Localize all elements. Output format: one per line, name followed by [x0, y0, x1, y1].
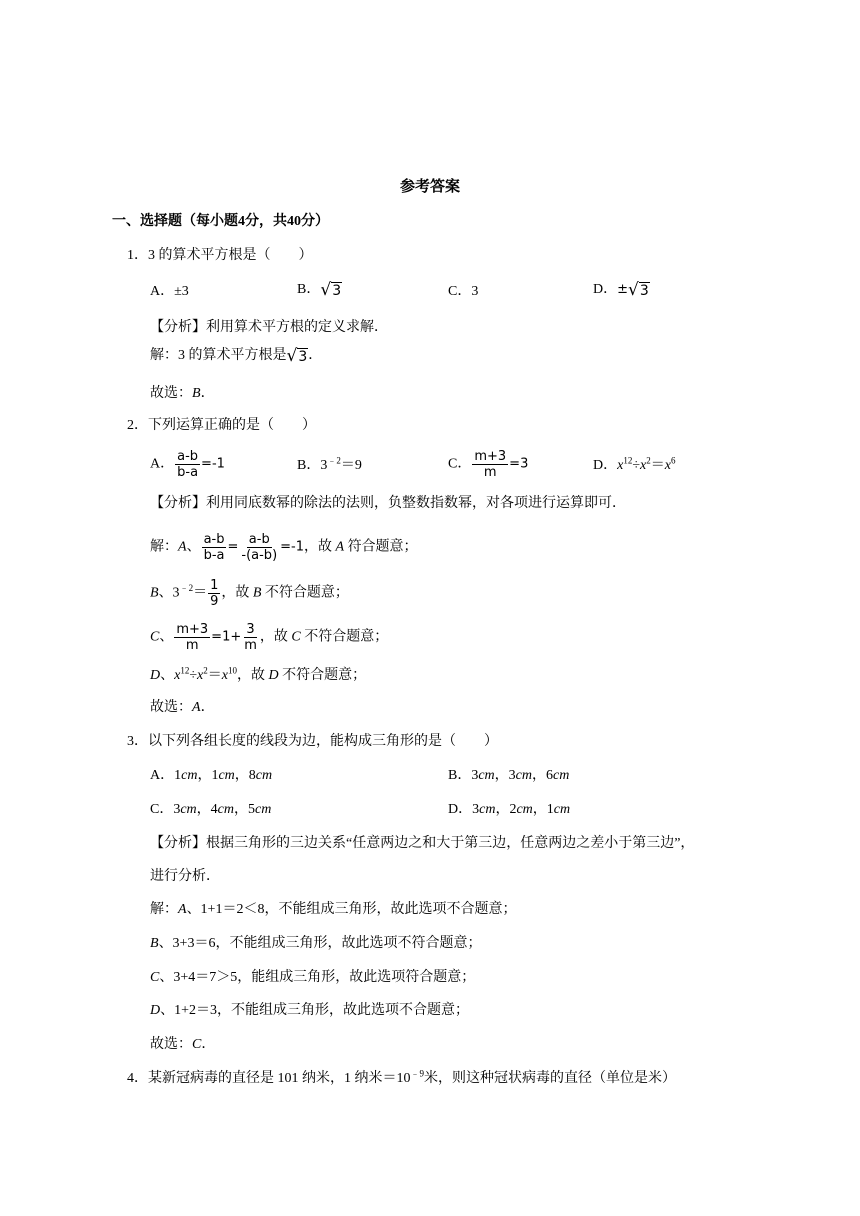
q2-solution-a-numerator-1: a-b — [203, 532, 225, 547]
q2-solution-a-fraction-2 — [239, 532, 279, 563]
q3-answer-label: 故选： — [150, 1037, 192, 1052]
q2-solution-a-text-2: 符合题意； — [344, 539, 418, 555]
q2-option-a-rhs: =-1 — [201, 456, 225, 472]
q2-solution-c-text-1: ，故 — [259, 629, 292, 645]
q3-option-b-text-3: ，6 — [532, 768, 553, 783]
q1-option-d-label: D． — [593, 282, 618, 297]
q2-answer — [150, 698, 215, 718]
q2-solution-d-text-1: ，故 — [236, 668, 269, 683]
q2-solution-a-text-1: ，故 — [304, 539, 336, 555]
q2-solution-c-mid: =1+ — [211, 629, 242, 645]
q2-solution-d-sep: 、 — [160, 668, 175, 683]
q3-solution-b — [150, 934, 481, 954]
q2-solution-a-rhs: =-1 — [280, 539, 304, 555]
q3-solution-c — [150, 968, 475, 988]
q2-solution-b — [150, 578, 349, 609]
q1-answer — [150, 384, 215, 404]
q2-solution-d — [150, 666, 366, 686]
q3-option-b-text-2: ，3 — [494, 768, 516, 783]
q2-solution-a-denominator-1: b-a — [203, 548, 225, 563]
q2-solution-b-denominator: 9 — [210, 594, 219, 609]
q2-solution-c-denominator-2: m — [244, 638, 257, 653]
q3-option-a-text-3: ，8 — [234, 768, 256, 783]
q3-solution-a — [150, 900, 516, 920]
q1-option-c: C．3 — [448, 284, 479, 299]
q1-option-d — [593, 280, 650, 300]
q3-option-d-unit-1: cm — [479, 802, 496, 817]
q2-solution-d-equals: ＝ — [207, 668, 222, 683]
q1-option-b — [297, 280, 342, 300]
q3-option-b-unit-1: cm — [478, 768, 495, 783]
q2-solution-c-letter: C — [150, 629, 160, 645]
q2-option-c-denominator: m — [483, 465, 497, 480]
q2-solution-d-letter-2: D — [268, 668, 279, 683]
q1-answer-label: 故选： — [150, 386, 192, 401]
q3-option-d-unit-3: cm — [553, 802, 571, 817]
page-title: 参考答案 — [399, 179, 460, 195]
q2-answer-suffix: ． — [200, 700, 215, 715]
q3-option-c-text-1: C．3 — [150, 802, 181, 817]
q2-solution-b-equals: ＝ — [193, 585, 208, 601]
q1-solution-radicand: 3 — [298, 348, 308, 365]
q2-solution-a-denominator-2: -(a-b) — [241, 548, 278, 563]
q3-analysis-line-1: 【分析】根据三角形的三边关系“任意两边之和大于第三边，任意两边之差小于第三边”， — [150, 836, 695, 851]
q3-option-a — [150, 766, 272, 786]
q2-solution-b-exponent: ﹣2 — [179, 583, 194, 594]
q2-solution-d-exp-3: 10 — [227, 665, 237, 676]
q3-option-c — [150, 800, 271, 820]
q3-option-d-text-3: ，1 — [532, 802, 554, 817]
q2-solution-c — [150, 622, 388, 653]
q2-option-a — [150, 449, 225, 480]
q2-solution-d-exp-2: 2 — [203, 665, 208, 676]
q2-answer-label: 故选： — [150, 700, 192, 715]
q2-solution-d-base-1: x — [174, 668, 181, 683]
section-heading: 一、选择题（每小题4分，共40分） — [112, 214, 329, 229]
q2-option-c-numerator: m+3 — [474, 449, 507, 464]
q4-stem-part-2: 米，则这种冠状病毒的直径（单位是米） — [424, 1071, 677, 1086]
q2-solution-b-text-2: 不符合题意； — [261, 585, 349, 601]
q3-answer — [150, 1035, 215, 1055]
q3-analysis-line-2: 进行分析． — [150, 869, 220, 884]
q1-solution-suffix: ． — [308, 348, 323, 363]
q2-option-d-base-3: x — [664, 458, 671, 473]
q1-answer-suffix: ． — [200, 386, 215, 401]
q2-option-d-divide: ÷ — [632, 458, 641, 473]
q1-option-b-radicand: 3 — [332, 282, 342, 299]
q2-solution-b-text-1: ，故 — [221, 585, 253, 601]
q2-option-d — [593, 456, 675, 476]
q3-solution-a-prefix: 解： — [150, 902, 178, 917]
q1-option-a: A．±3 — [150, 284, 189, 299]
q2-solution-b-text: 、3 — [158, 585, 180, 601]
q2-option-b — [297, 456, 362, 476]
q3-solution-b-text: 、3+3＝6，不能组成三角形，故此选项不符合题意； — [158, 936, 482, 951]
q3-solution-a-text: 、1+1＝2＜8，不能组成三角形，故此选项不合题意； — [186, 902, 517, 917]
q2-option-d-exp-3: 6 — [670, 455, 676, 466]
q1-option-b-sqrt: √ 3 — [320, 279, 342, 300]
q1-option-d-radicand: 3 — [639, 282, 649, 299]
q2-solution-d-base-3: x — [221, 668, 228, 683]
q3-option-d-unit-2: cm — [516, 802, 533, 817]
q2-option-c — [448, 449, 528, 480]
q1-option-d-sqrt: √ 3 — [628, 279, 649, 300]
q3-option-a-text-2: ，1 — [197, 768, 219, 783]
q3-solution-c-letter: C — [150, 970, 160, 985]
q2-solution-d-base-2: x — [197, 668, 204, 683]
q1-solution — [150, 346, 322, 366]
q3-option-a-unit-2: cm — [218, 768, 235, 783]
q2-solution-a-equals: = — [227, 539, 239, 555]
q2-option-d-exp-1: 12 — [623, 455, 633, 466]
q1-solution-sqrt: √ 3 — [286, 345, 308, 366]
q2-option-d-equals: ＝ — [650, 458, 665, 473]
q2-solution-d-divide: ÷ — [189, 668, 198, 683]
q4-stem-exponent: ﹣9 — [410, 1068, 425, 1079]
q2-solution-b-numerator: 1 — [210, 578, 219, 593]
q2-analysis: 【分析】利用同底数幂的除法的法则，负整数指数幂，对各项进行运算即可． — [150, 496, 626, 511]
q3-answer-suffix: ． — [201, 1037, 216, 1052]
q3-option-d-text-2: ，2 — [495, 802, 517, 817]
q3-solution-d-text: 、1+2＝3，不能组成三角形，故此选项不合题意； — [160, 1003, 470, 1018]
q3-option-c-unit-1: cm — [180, 802, 197, 817]
q2-solution-c-letter-2: C — [291, 629, 301, 645]
q3-solution-d — [150, 1001, 469, 1021]
q1-stem: 1．3 的算术平方根是（ ） — [127, 248, 313, 263]
q3-option-d-text-1: D．3 — [448, 802, 480, 817]
q2-option-c-fraction — [472, 449, 508, 480]
q2-option-a-fraction — [175, 449, 200, 480]
q3-option-b — [448, 766, 569, 786]
q3-stem: 3．以下列各组长度的线段为边，能构成三角形的是（ ） — [127, 734, 498, 749]
q2-solution-a-numerator-2: a-b — [248, 532, 270, 547]
q2-solution-c-numerator-1: m+3 — [176, 622, 209, 637]
q1-option-d-pm: ± — [617, 282, 629, 297]
q2-solution-d-exp-1: 12 — [180, 665, 190, 676]
q4-stem — [127, 1069, 676, 1089]
q1-option-b-label: B． — [297, 282, 321, 297]
q3-solution-b-letter: B — [150, 936, 159, 951]
q3-option-a-unit-1: cm — [181, 768, 198, 783]
q2-option-d-exp-2: 2 — [646, 455, 651, 466]
q4-stem-part-1: 4．某新冠病毒的直径是 101 纳米，1 纳米＝10 — [127, 1071, 411, 1086]
q3-option-a-text-1: A．1 — [150, 768, 182, 783]
q2-answer-letter: A — [192, 700, 201, 715]
q2-solution-b-letter-2: B — [252, 585, 262, 601]
q1-analysis: 【分析】利用算术平方根的定义求解． — [150, 320, 388, 335]
q2-solution-c-denominator-1: m — [185, 638, 199, 653]
q3-option-a-unit-3: cm — [255, 768, 273, 783]
q2-solution-a-sep: 、 — [186, 539, 201, 555]
q3-answer-letter: C — [192, 1037, 202, 1052]
q3-solution-c-text: 、3+4＝7＞5，能组成三角形，故此选项符合题意； — [159, 970, 476, 985]
q3-option-c-unit-2: cm — [217, 802, 234, 817]
q2-option-a-denominator: b-a — [177, 465, 199, 480]
q2-solution-c-fraction-2 — [242, 622, 259, 653]
q2-solution-a-letter: A — [178, 539, 187, 555]
q2-option-d-base-2: x — [640, 458, 647, 473]
q2-solution-b-letter: B — [150, 585, 159, 601]
q2-solution-b-fraction — [208, 578, 220, 609]
q3-option-d — [448, 800, 570, 820]
q3-option-c-text-2: ，4 — [196, 802, 218, 817]
q3-option-b-unit-3: cm — [553, 768, 570, 783]
q2-solution-a-fraction-1 — [202, 532, 227, 563]
q1-solution-text: 解：3 的算术平方根是 — [150, 348, 287, 363]
q2-option-d-base-1: x — [617, 458, 624, 473]
q2-option-d-label: D． — [593, 458, 618, 473]
q2-option-b-rhs: ＝9 — [340, 458, 362, 473]
q2-option-c-rhs: =3 — [509, 456, 529, 472]
q2-solution-d-text-2: 不符合题意； — [278, 668, 367, 683]
q3-option-b-text-1: B．3 — [448, 768, 479, 783]
q3-option-c-text-3: ，5 — [234, 802, 255, 817]
q1-answer-letter: B — [192, 386, 201, 401]
q2-solution-c-fraction-1 — [174, 622, 210, 653]
q2-solution-d-letter: D — [150, 668, 161, 683]
q3-option-c-unit-3: cm — [255, 802, 272, 817]
q2-solution-a — [150, 532, 418, 563]
q2-stem: 2．下列运算正确的是（ ） — [127, 418, 316, 433]
q3-option-b-unit-2: cm — [515, 768, 532, 783]
q2-solution-c-text-2: 不符合题意； — [300, 629, 389, 645]
q2-option-b-exponent: ﹣2 — [327, 455, 341, 466]
q2-option-a-label: A． — [150, 456, 175, 472]
q3-solution-d-letter: D — [150, 1003, 161, 1018]
q2-solution-a-letter-2: A — [335, 539, 345, 555]
q2-solution-c-sep: 、 — [159, 629, 174, 645]
q2-option-a-numerator: a-b — [177, 449, 199, 464]
q2-solution-a-prefix: 解： — [150, 539, 178, 555]
q3-solution-a-letter: A — [178, 902, 187, 917]
q2-solution-c-numerator-2: 3 — [246, 622, 255, 637]
q2-option-c-label: C． — [448, 456, 472, 472]
q2-option-b-label: B．3 — [297, 458, 328, 473]
